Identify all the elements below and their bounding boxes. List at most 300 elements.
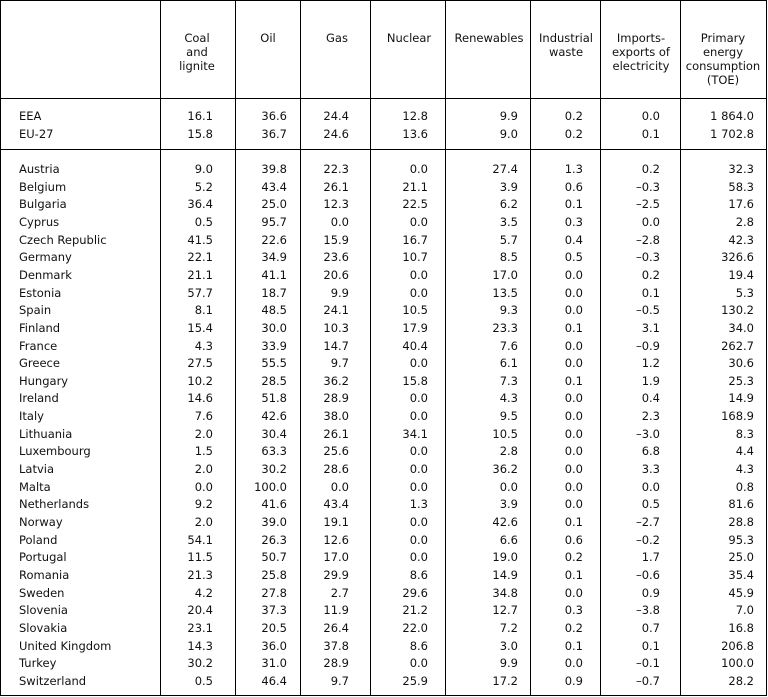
table-cell: 37.3: [261, 603, 287, 618]
table-cell: 8.1: [194, 303, 213, 318]
table-cell: 168.9: [721, 409, 754, 424]
table-cell: 0.0: [409, 285, 428, 300]
table-cell: 10.7: [402, 250, 428, 265]
column-header-line: waste: [548, 45, 584, 59]
table-cell: 0.0: [564, 267, 583, 282]
table-cell: 39.8: [261, 162, 287, 176]
table-cell: 0.2: [641, 162, 660, 176]
table-cell: 6.1: [499, 356, 518, 371]
table-cell: 21.1: [187, 267, 213, 282]
table-cell: 28.9: [323, 656, 349, 671]
table-cell: 0.9: [564, 673, 583, 688]
table-cell: 2.3: [641, 409, 660, 424]
table-cell: 0.0: [641, 479, 660, 494]
table-cell: 27.5: [187, 356, 213, 371]
table-cell: 28.6: [323, 462, 349, 477]
table-cell: 1.3: [409, 497, 428, 512]
table-cell: 43.4: [261, 179, 287, 194]
table-cell: 25.6: [323, 444, 349, 459]
column-header-line: consumption: [685, 59, 761, 73]
table-cell: 31.0: [261, 656, 287, 671]
table-cell: 28.8: [728, 515, 754, 529]
table-cell: 36.7: [261, 126, 287, 141]
column-header: [678, 31, 768, 87]
table-cell: 0.0: [564, 285, 583, 300]
table-cell: 7.3: [499, 373, 518, 388]
table-cell: –0.3: [635, 250, 660, 265]
table-cell: –3.8: [635, 603, 660, 618]
table-cell: 17.9: [402, 320, 428, 335]
row-label: Poland: [19, 532, 58, 547]
table-cell: 27.4: [492, 162, 518, 176]
table-cell: 30.2: [187, 656, 213, 671]
table-cell: 36.2: [323, 373, 349, 388]
table-cell: 326.6: [721, 250, 754, 265]
table-cell: 36.2: [492, 462, 518, 477]
column-header-line: energy: [702, 45, 744, 59]
table-cell: 0.0: [641, 109, 660, 123]
table-cell: 15.4: [187, 320, 213, 335]
table-cell: 0.1: [641, 638, 660, 653]
table-cell: 4.3: [194, 338, 213, 353]
table-cell: 24.1: [323, 303, 349, 318]
table-cell: 35.4: [728, 567, 754, 582]
table-cell: 0.3: [564, 603, 583, 618]
table-cell: 26.4: [323, 620, 349, 635]
column-header-line: Industrial: [539, 31, 593, 45]
table-cell: 34.8: [492, 585, 518, 600]
table-cell: 0.0: [194, 479, 213, 494]
table-cell: 0.0: [330, 214, 349, 229]
table-cell: 25.0: [261, 197, 287, 212]
table-cell: 26.3: [261, 532, 287, 547]
table-cell: 0.0: [564, 479, 583, 494]
row-label: Lithuania: [19, 426, 73, 441]
table-cell: –0.6: [635, 567, 660, 582]
row-label: France: [19, 338, 58, 353]
table-cell: 2.0: [194, 462, 213, 477]
table-cell: –2.8: [635, 232, 660, 247]
table-cell: 95.7: [261, 214, 287, 229]
table-cell: 1 864.0: [710, 109, 754, 123]
table-cell: 9.7: [330, 673, 349, 688]
table-cell: –0.5: [635, 303, 660, 318]
table-cell: 2.8: [499, 444, 518, 459]
table-cell: 20.6: [323, 267, 349, 282]
row-label: Norway: [19, 515, 63, 529]
table-cell: 19.1: [323, 515, 349, 529]
table-cell: 1.7: [641, 550, 660, 565]
table-cell: 25.8: [261, 567, 287, 582]
table-cell: 3.5: [499, 214, 518, 229]
table-cell: 4.2: [194, 585, 213, 600]
table-cell: 12.3: [323, 197, 349, 212]
table-cell: 12.8: [402, 109, 428, 123]
table-cell: 0.0: [564, 338, 583, 353]
table-cell: 10.3: [323, 320, 349, 335]
table-cell: 30.2: [261, 462, 287, 477]
table-cell: 24.6: [323, 126, 349, 141]
table-cell: 130.2: [721, 303, 754, 318]
table-cell: 0.0: [564, 391, 583, 406]
table-cell: 23.3: [492, 320, 518, 335]
column-header-line: exports of: [612, 45, 670, 59]
table-cell: 1 702.8: [710, 126, 754, 141]
table-cell: 10.5: [492, 426, 518, 441]
table-cell: 0.1: [564, 515, 583, 529]
table-cell: 0.6: [564, 179, 583, 194]
table-cell: 28.5: [261, 373, 287, 388]
row-label: Sweden: [19, 585, 65, 600]
table-cell: 1.9: [641, 373, 660, 388]
table-cell: 0.0: [409, 409, 428, 424]
table-cell: 2.7: [330, 585, 349, 600]
row-label: Slovenia: [19, 603, 68, 618]
table-cell: 3.9: [499, 179, 518, 194]
table-cell: 2.0: [194, 515, 213, 529]
table-cell: 45.9: [728, 585, 754, 600]
table-cell: 0.2: [564, 126, 583, 141]
table-cell: –0.7: [635, 673, 660, 688]
table-cell: 42.6: [261, 409, 287, 424]
table-cell: 0.0: [564, 497, 583, 512]
table-cell: 9.9: [499, 109, 518, 123]
table-cell: 9.9: [499, 656, 518, 671]
table-cell: 15.8: [402, 373, 428, 388]
table-cell: 14.9: [492, 567, 518, 582]
table-cell: –0.2: [635, 532, 660, 547]
table-cell: 0.0: [409, 444, 428, 459]
table-cell: –0.1: [635, 656, 660, 671]
column-header-line: lignite: [179, 59, 215, 73]
table-cell: 43.4: [323, 497, 349, 512]
table-cell: 23.6: [323, 250, 349, 265]
row-divider: [1, 98, 766, 99]
table-cell: 4.3: [499, 391, 518, 406]
table-cell: 12.7: [492, 603, 518, 618]
table-cell: 206.8: [721, 638, 754, 653]
table-cell: 26.1: [323, 426, 349, 441]
table-cell: 0.0: [330, 479, 349, 494]
table-cell: 0.5: [564, 250, 583, 265]
table-cell: 0.1: [564, 567, 583, 582]
table-cell: 5.2: [194, 179, 213, 194]
table-cell: 0.0: [641, 214, 660, 229]
table-cell: 17.6: [728, 197, 754, 212]
table-cell: 23.1: [187, 620, 213, 635]
table-cell: 34.1: [402, 426, 428, 441]
table-cell: 0.0: [564, 585, 583, 600]
table-cell: 39.0: [261, 515, 287, 529]
table-cell: 0.0: [409, 162, 428, 176]
table-cell: 30.0: [261, 320, 287, 335]
table-cell: 14.6: [187, 391, 213, 406]
table-cell: 58.3: [728, 179, 754, 194]
row-label: Romania: [19, 567, 70, 582]
table-cell: 0.1: [564, 373, 583, 388]
table-cell: 7.0: [735, 603, 754, 618]
table-cell: 9.9: [330, 285, 349, 300]
table-cell: 0.9: [641, 585, 660, 600]
table-cell: 32.3: [728, 162, 754, 176]
table-cell: 0.0: [409, 214, 428, 229]
table-cell: 33.9: [261, 338, 287, 353]
table-cell: 63.3: [261, 444, 287, 459]
table-cell: 0.2: [564, 109, 583, 123]
table-cell: 6.8: [641, 444, 660, 459]
row-label: EU-27: [19, 126, 54, 141]
table-cell: 15.8: [187, 126, 213, 141]
table-cell: 4.3: [735, 462, 754, 477]
table-cell: 8.6: [409, 567, 428, 582]
table-cell: 46.4: [261, 673, 287, 688]
table-cell: 0.2: [641, 267, 660, 282]
table-cell: 10.5: [402, 303, 428, 318]
table-cell: 9.7: [330, 356, 349, 371]
table-cell: 28.2: [728, 673, 754, 688]
table-cell: 0.0: [499, 479, 518, 494]
table-cell: 51.8: [261, 391, 287, 406]
table-cell: 8.5: [499, 250, 518, 265]
table-cell: 14.7: [323, 338, 349, 353]
table-cell: 262.7: [721, 338, 754, 353]
table-cell: 28.9: [323, 391, 349, 406]
row-label: Portugal: [19, 550, 67, 565]
table-cell: 0.0: [564, 462, 583, 477]
table-cell: 50.7: [261, 550, 287, 565]
table-cell: 8.6: [409, 638, 428, 653]
table-cell: 0.5: [194, 214, 213, 229]
table-cell: 42.3: [728, 232, 754, 247]
table-cell: 6.2: [499, 197, 518, 212]
table-cell: 41.6: [261, 497, 287, 512]
table-cell: 0.2: [564, 550, 583, 565]
table-cell: 7.2: [499, 620, 518, 635]
table-cell: 5.3: [735, 285, 754, 300]
row-label: Turkey: [19, 656, 57, 671]
table-cell: 7.6: [499, 338, 518, 353]
table-cell: 18.7: [261, 285, 287, 300]
row-label: Ireland: [19, 391, 59, 406]
table-cell: 4.4: [735, 444, 754, 459]
table-cell: 9.0: [499, 126, 518, 141]
table-cell: 8.3: [735, 426, 754, 441]
table-cell: 22.0: [402, 620, 428, 635]
table-cell: 41.5: [187, 232, 213, 247]
table-cell: 11.9: [323, 603, 349, 618]
table-cell: 0.0: [564, 426, 583, 441]
row-label: Slovakia: [19, 620, 68, 635]
table-cell: 42.6: [492, 515, 518, 529]
table-cell: 38.0: [323, 409, 349, 424]
table-cell: 24.4: [323, 109, 349, 123]
row-label: Malta: [19, 479, 51, 494]
column-header-line: Oil: [260, 31, 276, 45]
row-label: Austria: [19, 162, 60, 176]
table-cell: 2.0: [194, 426, 213, 441]
table-cell: 37.8: [323, 638, 349, 653]
column-header-line: Nuclear: [386, 31, 432, 45]
table-cell: 0.0: [564, 356, 583, 371]
table-cell: 34.0: [728, 320, 754, 335]
table-cell: 0.1: [641, 126, 660, 141]
table-cell: 41.1: [261, 267, 287, 282]
row-label: Cyprus: [19, 214, 60, 229]
table-cell: 54.1: [187, 532, 213, 547]
table-cell: 21.1: [402, 179, 428, 194]
table-cell: 0.0: [409, 391, 428, 406]
table-cell: 3.0: [499, 638, 518, 653]
table-cell: 21.2: [402, 603, 428, 618]
table-cell: 7.6: [194, 409, 213, 424]
table-cell: 21.3: [187, 567, 213, 582]
table-cell: 0.0: [564, 444, 583, 459]
column-header-line: and: [186, 45, 208, 59]
table-cell: 19.4: [728, 267, 754, 282]
table-cell: 0.6: [564, 532, 583, 547]
table-cell: 0.0: [409, 267, 428, 282]
table-cell: –0.3: [635, 179, 660, 194]
table-cell: 17.2: [492, 673, 518, 688]
table-cell: 100.0: [721, 656, 754, 671]
table-cell: 1.5: [194, 444, 213, 459]
table-cell: 20.5: [261, 620, 287, 635]
table-cell: 0.0: [564, 303, 583, 318]
table-cell: 25.9: [402, 673, 428, 688]
table-cell: 22.1: [187, 250, 213, 265]
table-cell: 0.4: [641, 391, 660, 406]
table-cell: 19.0: [492, 550, 518, 565]
table-cell: 6.6: [499, 532, 518, 547]
table-cell: 10.2: [187, 373, 213, 388]
table-cell: 100.0: [254, 479, 287, 494]
table-cell: 22.6: [261, 232, 287, 247]
table-cell: 0.0: [409, 532, 428, 547]
column-header-line: Renewables: [454, 31, 524, 45]
column-header-line: Imports-: [616, 31, 666, 45]
table-cell: 15.9: [323, 232, 349, 247]
table-cell: 57.7: [187, 285, 213, 300]
table-cell: 0.0: [409, 356, 428, 371]
table-cell: 36.6: [261, 109, 287, 123]
column-header-line: electricity: [612, 59, 670, 73]
table-cell: 22.3: [323, 162, 349, 176]
table-cell: –2.7: [635, 515, 660, 529]
table-cell: 0.0: [564, 656, 583, 671]
table-cell: 0.7: [641, 620, 660, 635]
table-cell: 29.6: [402, 585, 428, 600]
table-cell: 14.3: [187, 638, 213, 653]
row-label: Italy: [19, 409, 44, 424]
row-label: EEA: [19, 109, 42, 123]
table-cell: 0.5: [641, 497, 660, 512]
table-cell: 9.3: [499, 303, 518, 318]
row-label: Czech Republic: [19, 232, 107, 247]
table-cell: 48.5: [261, 303, 287, 318]
row-label: Spain: [19, 303, 52, 318]
table-cell: 81.6: [728, 497, 754, 512]
table-cell: 30.6: [728, 356, 754, 371]
row-label: Estonia: [19, 285, 62, 300]
table-cell: 0.0: [564, 409, 583, 424]
table-cell: 0.0: [409, 462, 428, 477]
row-label: Netherlands: [19, 497, 90, 512]
column-header-line: (TOE): [706, 73, 740, 87]
table-cell: 0.1: [641, 285, 660, 300]
column-header-line: Coal: [184, 31, 210, 45]
row-label: Bulgaria: [19, 197, 67, 212]
table-cell: 26.1: [323, 179, 349, 194]
column-header-line: Primary: [700, 31, 746, 45]
row-label: United Kingdom: [19, 638, 112, 653]
table-cell: 0.0: [409, 550, 428, 565]
table-cell: 13.5: [492, 285, 518, 300]
row-label: Denmark: [19, 267, 72, 282]
table-cell: 14.9: [728, 391, 754, 406]
table-cell: 0.0: [409, 515, 428, 529]
table-cell: 25.0: [728, 550, 754, 565]
table-cell: 0.8: [735, 479, 754, 494]
table-cell: 30.4: [261, 426, 287, 441]
table-cell: 22.5: [402, 197, 428, 212]
table-cell: 3.9: [499, 497, 518, 512]
table-cell: 0.1: [564, 197, 583, 212]
table-cell: 0.2: [564, 620, 583, 635]
table-cell: 27.8: [261, 585, 287, 600]
table-cell: 36.0: [261, 638, 287, 653]
table-cell: 2.8: [735, 214, 754, 229]
table-cell: 9.5: [499, 409, 518, 424]
table-cell: 12.6: [323, 532, 349, 547]
table-cell: 9.2: [194, 497, 213, 512]
table-cell: 16.1: [187, 109, 213, 123]
column-header: [596, 31, 686, 73]
table-cell: 5.7: [499, 232, 518, 247]
table-cell: –2.5: [635, 197, 660, 212]
table-cell: 16.8: [728, 620, 754, 635]
row-label: Switzerland: [19, 673, 87, 688]
table-cell: 3.1: [641, 320, 660, 335]
column-header: [364, 31, 454, 45]
row-label: Germany: [19, 250, 72, 265]
table-cell: 0.3: [564, 214, 583, 229]
row-label: Belgium: [19, 179, 67, 194]
table-cell: 11.5: [187, 550, 213, 565]
table-cell: 95.3: [728, 532, 754, 547]
table-cell: 20.4: [187, 603, 213, 618]
table-cell: 29.9: [323, 567, 349, 582]
row-label: Latvia: [19, 462, 55, 477]
row-divider: [1, 149, 766, 150]
table-cell: 0.4: [564, 232, 583, 247]
row-label: Luxembourg: [19, 444, 91, 459]
table-cell: 1.3: [564, 162, 583, 176]
table-cell: 0.0: [409, 479, 428, 494]
table-cell: 25.3: [728, 373, 754, 388]
table-cell: 0.0: [409, 656, 428, 671]
row-label: Finland: [19, 320, 61, 335]
row-label: Hungary: [19, 373, 69, 388]
table-cell: 1.2: [641, 356, 660, 371]
row-label: Greece: [19, 356, 60, 371]
column-header-line: Gas: [326, 31, 348, 45]
table-cell: 0.1: [564, 638, 583, 653]
table-cell: 0.1: [564, 320, 583, 335]
table-cell: –3.0: [635, 426, 660, 441]
table-cell: 13.6: [402, 126, 428, 141]
table-cell: 40.4: [402, 338, 428, 353]
table-cell: 55.5: [261, 356, 287, 371]
